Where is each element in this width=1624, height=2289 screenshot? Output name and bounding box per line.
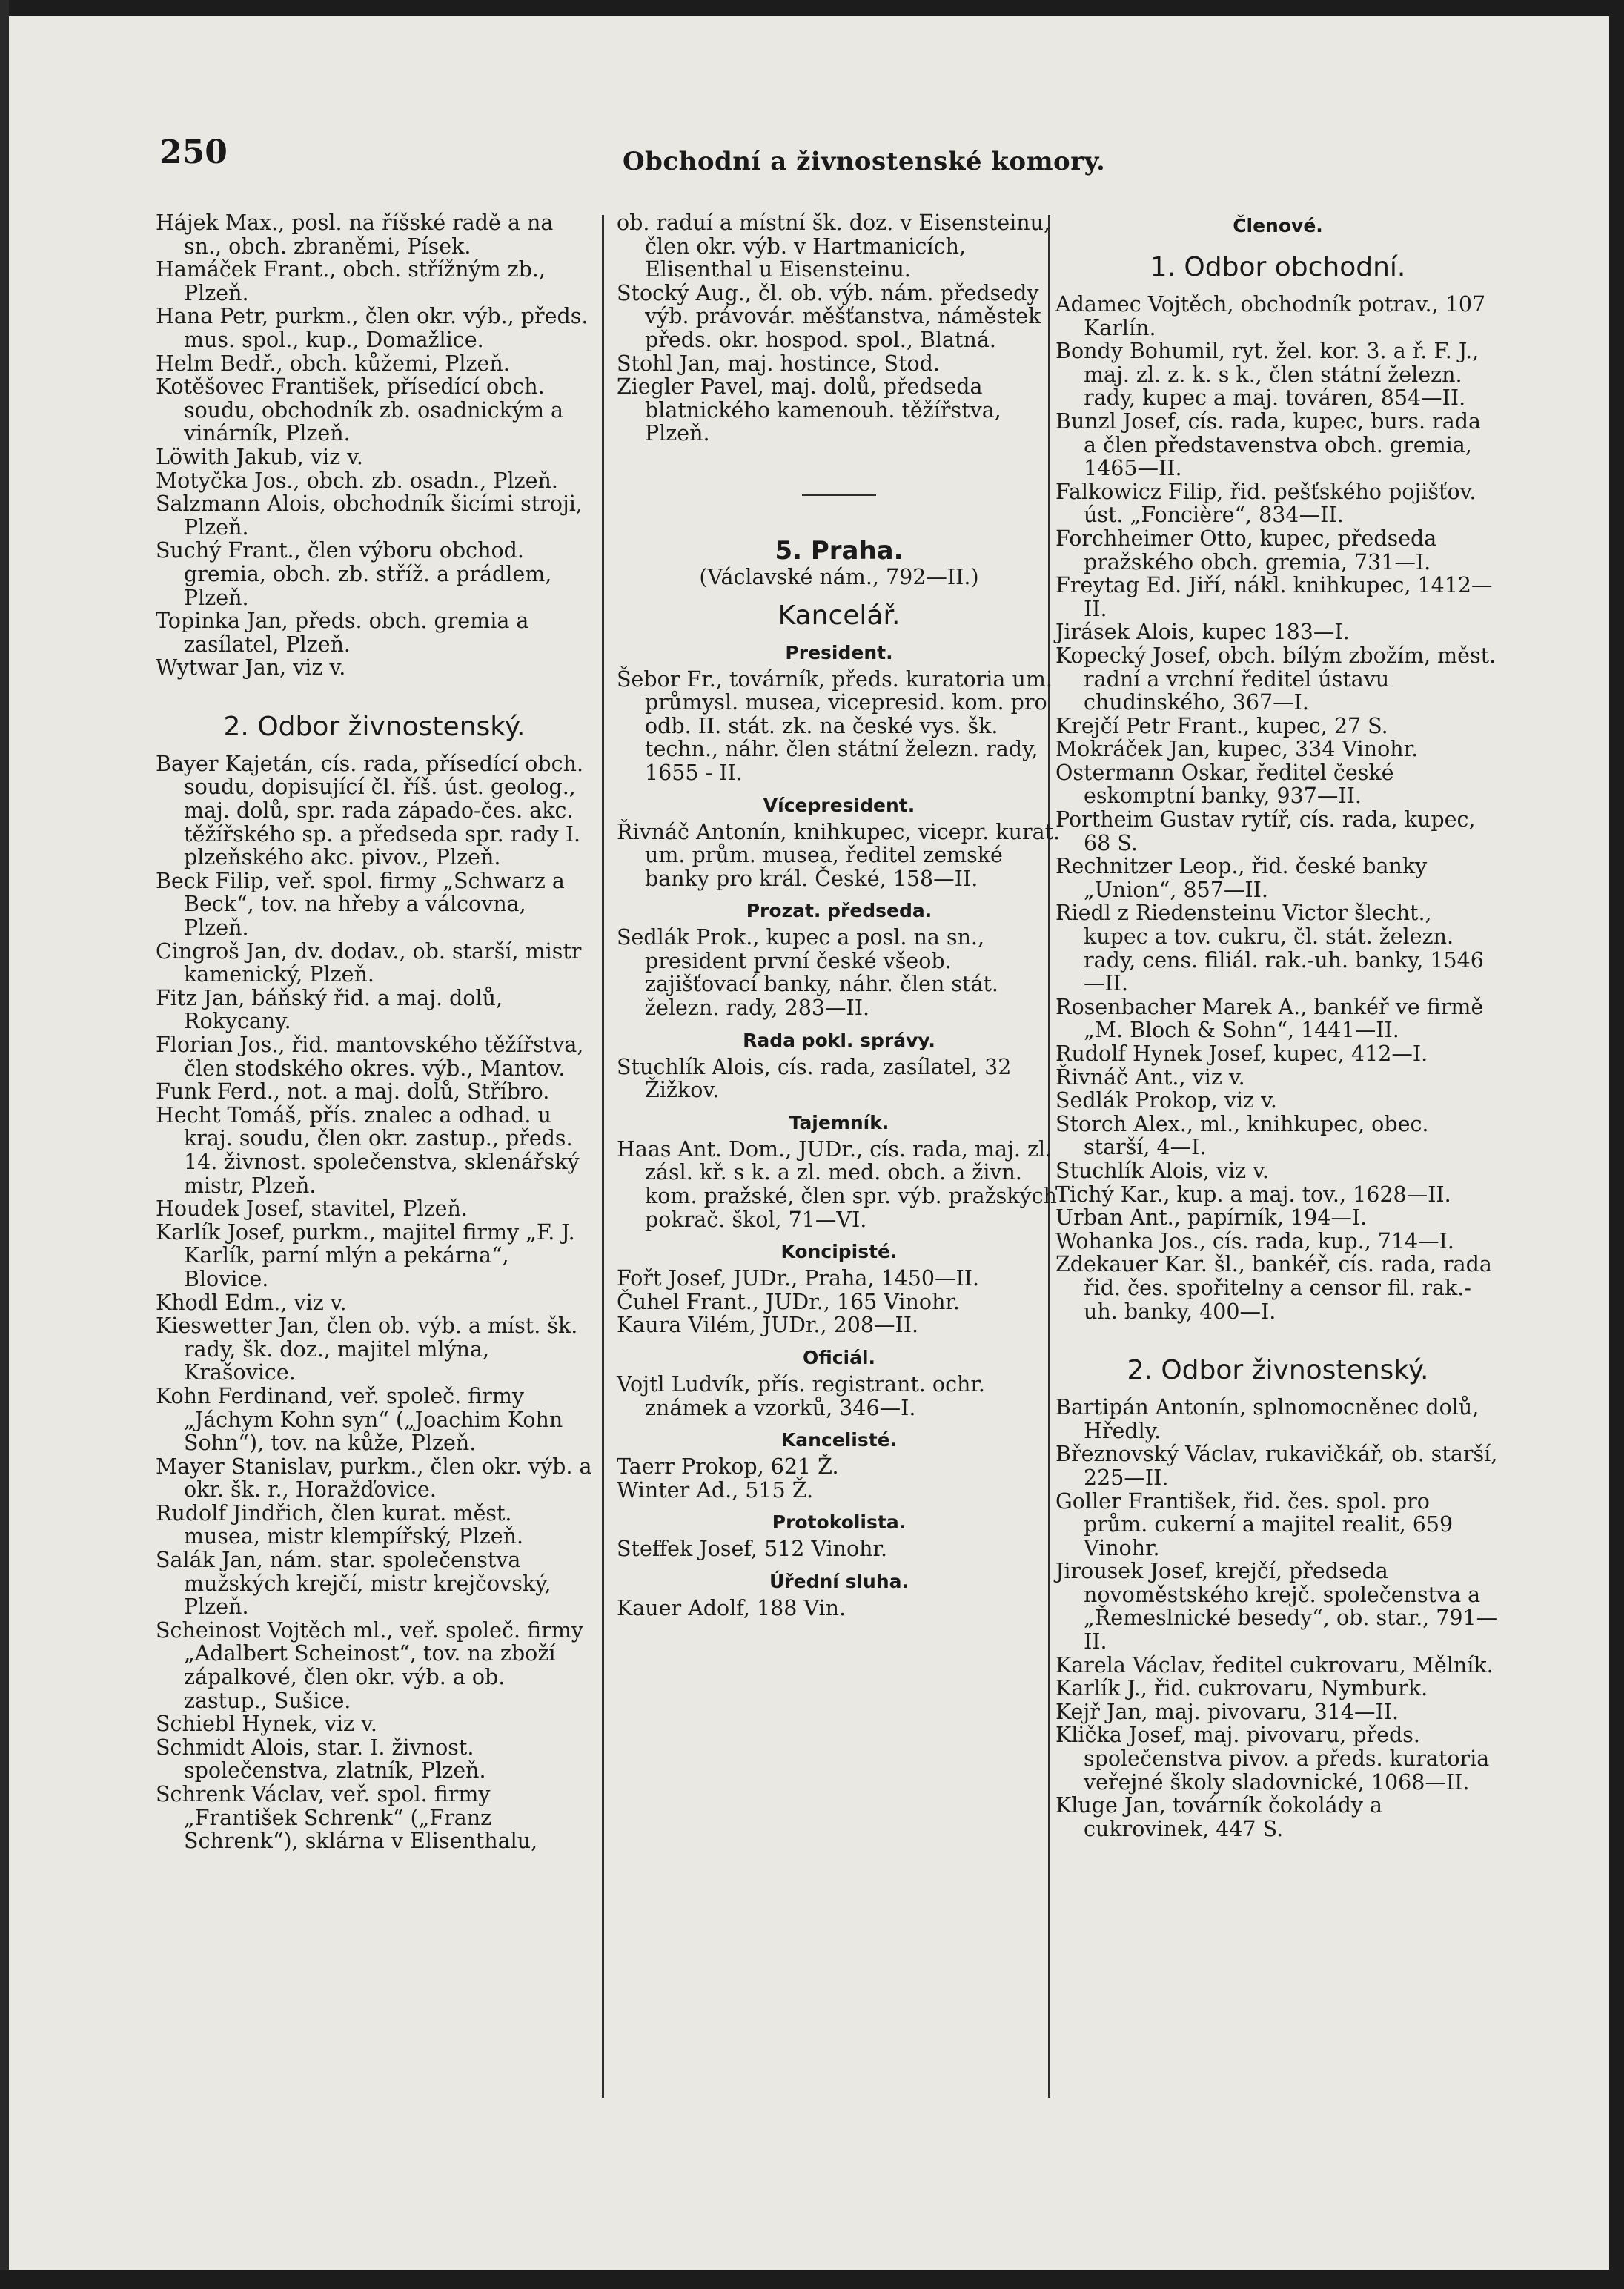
role-heading: Tajemník. bbox=[789, 1111, 889, 1133]
entry: Karlík J., řid. cukrovaru, Nymburk. bbox=[1055, 1676, 1428, 1701]
scan-border-left bbox=[0, 0, 9, 2289]
members-heading: Členové. bbox=[1233, 215, 1323, 236]
column-3 bbox=[1055, 211, 1500, 1841]
entry: Forchheimer Otto, kupec, předseda pražského obch. gremia, 731—I. bbox=[1055, 526, 1437, 574]
running-head: Obchodní a živnostenské komory. bbox=[623, 147, 1106, 176]
scan-border-right bbox=[1609, 0, 1624, 2289]
entry-list bbox=[617, 1455, 1061, 1502]
entry: Scheinost Vojtěch ml., veř. společ. firmy „Adalbert Scheinost“, tov. na zboží zápalkové, člen okr. výb. a ob. zastup., Sušice. bbox=[156, 1617, 583, 1713]
entry: Funk Ferd., not. a maj. dolů, Stříbro. bbox=[156, 1079, 550, 1104]
entry: Kauer Adolf, 188 Vin. bbox=[617, 1595, 846, 1620]
entry: Řivnáč Antonín, knihkupec, vicepr. kurat. um. prům. musea, ředitel zemské banky pro král. České, 158—II. bbox=[617, 819, 1061, 891]
entry: Wohanka Jos., cís. rada, kup., 714—I. bbox=[1055, 1228, 1454, 1253]
entry: Šebor Fr., továrník, předs. kuratoria um. průmysl. musea, vicepresid. kom. pro odb. II. stát. zk. na české vys. šk. techn., náhr. člen státní železn. rady, 1655 - II. bbox=[617, 666, 1053, 785]
entry: Řivnáč Ant., viz v. bbox=[1055, 1064, 1245, 1090]
entry: Bunzl Josef, cís. rada, kupec, burs. rada a člen představenstva obch. gremia, 1465—II. bbox=[1055, 408, 1481, 481]
page-number: 250 bbox=[159, 133, 228, 171]
entry: Winter Ad., 515 Ž. bbox=[617, 1477, 814, 1503]
divider bbox=[802, 494, 876, 496]
entry: Storch Alex., ml., knihkupec, obec. starší, 4—I. bbox=[1055, 1111, 1429, 1160]
entry: Stocký Aug., čl. ob. výb. nám. předsedy výb. právovár. měšťanstva, náměstek předs. okr. hospod. spol., Blatná. bbox=[617, 280, 1041, 352]
entry: Falkowicz Filip, řid. pešťského pojišťov. úst. „Foncière“, 834—II. bbox=[1055, 479, 1476, 528]
entry: Steffek Josef, 512 Vinohr. bbox=[617, 1537, 888, 1562]
entry: Kieswetter Jan, člen ob. výb. a míst. šk. rady, šk. doz., majitel mlýna, Krašovice. bbox=[156, 1314, 578, 1385]
entry: Vojtl Ludvík, přís. registrant. ochr. známek a vzorků, 346—I. bbox=[617, 1372, 985, 1420]
column-rule-left bbox=[602, 215, 604, 2098]
entry-list-commerce bbox=[1055, 293, 1500, 1323]
entry: Kluge Jan, továrník čokolády a cukrovinek, 447 S. bbox=[1055, 1793, 1382, 1841]
entry: Fitz Jan, báňský řid. a maj. dolů, Rokycany. bbox=[156, 985, 503, 1034]
entry: Klička Josef, maj. pivovaru, předs. společenstva pivov. a předs. kuratoria veřejné školy sladovnické, 1068—II. bbox=[1055, 1723, 1490, 1795]
entry-list bbox=[617, 1267, 1061, 1337]
entry: Hamáček Frant., obch. střížným zb., Plzeň. bbox=[156, 257, 546, 305]
entry-list-trades bbox=[1055, 1396, 1500, 1841]
entry: Stohl Jan, maj. hostince, Stod. bbox=[617, 351, 940, 376]
entry: Suchý Frant., člen výboru obchod. gremia, obch. zb. stříž. a prádlem, Plzeň. bbox=[156, 538, 552, 610]
column-1 bbox=[156, 211, 593, 1853]
entry: Beck Filip, veř. spol. firmy „Schwarz a Beck“, tov. na hřeby a válcovna, Plzeň. bbox=[156, 868, 565, 941]
entry: Taerr Prokop, 621 Ž. bbox=[617, 1454, 839, 1480]
entry: Stuchlík Alois, viz v. bbox=[1055, 1158, 1269, 1183]
role-heading: President. bbox=[785, 641, 893, 663]
scan-border-bottom bbox=[0, 2270, 1624, 2289]
entry: Sedlák Prokop, viz v. bbox=[1055, 1088, 1277, 1113]
entry: Bondy Bohumil, ryt. žel. kor. 3. a ř. F. J., maj. zl. z. k. s k., člen státní železn. rady, kupec a maj. továren, 854—II. bbox=[1055, 339, 1479, 411]
entry: Goller František, řid. čes. spol. pro prům. cukerní a majitel realit, 659 Vinohr. bbox=[1055, 1488, 1454, 1560]
entry: Motyčka Jos., obch. zb. osadn., Plzeň. bbox=[156, 468, 558, 493]
entry: Kejř Jan, maj. pivovaru, 314—II. bbox=[1055, 1699, 1399, 1724]
entry: Urban Ant., papírník, 194—I. bbox=[1055, 1205, 1368, 1230]
entry: Florian Jos., řid. mantovského těžířstva, člen stodského okres. výb., Mantov. bbox=[156, 1033, 584, 1081]
entry: Schrenk Václav, veř. spol. firmy „František Schrenk“ („Franz Schrenk“), sklárna v Elisenthalu, bbox=[156, 1782, 538, 1854]
entry: Mokráček Jan, kupec, 334 Vinohr. bbox=[1055, 737, 1419, 762]
role-heading: Rada pokl. správy. bbox=[743, 1029, 935, 1051]
entry: ob. raduí a místní šk. doz. v Eisensteinu, člen okr. výb. v Hartmanicích, Elisenthal u Eisensteinu. bbox=[617, 211, 1051, 282]
entry: Zdekauer Kar. šl., bankéř, cís. rada, rada řid. čes. spořitelny a censor fil. rak.-uh. banky, 400—I. bbox=[1055, 1252, 1492, 1324]
entry: Kopecký Josef, obch. bílým zbožím, měst. radní a vrchní ředitel ústavu chudinského, 367—I. bbox=[1055, 643, 1497, 715]
role-heading: Koncipisté. bbox=[780, 1241, 898, 1263]
entry: Rosenbacher Marek A., bankéř ve firmě „M. Bloch & Sohn“, 1441—II. bbox=[1055, 994, 1484, 1043]
entry: Löwith Jakub, viz v. bbox=[156, 444, 363, 469]
role-heading: Protokolista. bbox=[772, 1511, 907, 1534]
entry: Hájek Max., posl. na říšské radě a na sn., obch. zbraněmi, Písek. bbox=[156, 211, 554, 259]
entry: Kotěšovec František, přísedící obch. soudu, obchodník zb. osadnickým a vinárník, Plzeň. bbox=[156, 374, 564, 446]
entry: Fořt Josef, JUDr., Praha, 1450—II. bbox=[617, 1266, 980, 1291]
entry: Wytwar Jan, viz v. bbox=[156, 655, 346, 680]
entry: Karela Václav, ředitel cukrovaru, Mělník. bbox=[1055, 1652, 1494, 1677]
entry: Salák Jan, nám. star. společenstva mužských krejčí, mistr krejčovský, Plzeň. bbox=[156, 1548, 551, 1620]
entry: Helm Bedř., obch. kůžemi, Plzeň. bbox=[156, 351, 510, 376]
entry: Krejčí Petr Frant., kupec, 27 S. bbox=[1055, 713, 1388, 738]
entry: Březnovský Václav, rukavičkář, ob. starší, 225—II. bbox=[1055, 1442, 1498, 1490]
entry: Rechnitzer Leop., řid. české banky „Union“, 857—II. bbox=[1055, 854, 1428, 902]
entry: Salzmann Alois, obchodník šicími stroji, Plzeň. bbox=[156, 491, 583, 540]
entry: Jirásek Alois, kupec 183—I. bbox=[1055, 620, 1350, 645]
entry: Hecht Tomáš, přís. znalec a odhad. u kraj. soudu, člen okr. zastup., předs. 14. živnost. společenstva, sklenářský mistr, Plzeň. bbox=[156, 1102, 580, 1198]
entry: Houdek Josef, stavitel, Plzeň. bbox=[156, 1196, 468, 1222]
entry: Riedl z Riedensteinu Victor šlecht., kupec a tov. cukru, čl. stát. železn. rady, cens. filiál. rak.-uh. banky, 1546—II. bbox=[1055, 901, 1484, 996]
entry: Haas Ant. Dom., JUDr., cís. rada, maj. zl. zásl. kř. s k. a zl. med. obch. a živn. kom. pražské, člen spr. výb. pražských pokrač. škol, 71—VI. bbox=[617, 1136, 1057, 1232]
city-address: (Václavské nám., 792—II.) bbox=[699, 564, 979, 589]
entry: Ostermann Oskar, ředitel české eskomptní banky, 937—II. bbox=[1055, 760, 1394, 809]
entry: Sedlák Prok., kupec a posl. na sn., president první české všeob. zajišťovací banky, náhr. člen stát. železn. rady, 283—II. bbox=[617, 925, 998, 1021]
role-heading: Kancelisté. bbox=[780, 1429, 898, 1451]
entry: Bayer Kajetán, cís. rada, přísedící obch. soudu, dopisující čl. říš. úst. geolog., maj. dolů, spr. rada západo-čes. akc. těžířského sp. a předseda spr. rady I. plzeňského akc. pivov., Plzeň. bbox=[156, 751, 584, 870]
entry-list-continued bbox=[156, 211, 593, 680]
section-title: 2. Odbor živnostenský. bbox=[1127, 1355, 1429, 1386]
entry: Ziegler Pavel, maj. dolů, předseda blatnického kamenouh. těžířstva, Plzeň. bbox=[617, 374, 1001, 446]
column-2 bbox=[617, 211, 1061, 1620]
section-title: 1. Odbor obchodní. bbox=[1150, 252, 1406, 282]
entry: Schiebl Hynek, viz v. bbox=[156, 1712, 377, 1737]
entry: Jirousek Josef, krejčí, předseda novoměstského krejč. společenstva a „Řemeslnické besedy“, ob. star., 791—II. bbox=[1055, 1559, 1498, 1654]
entry: Hana Petr, purkm., člen okr. výb., předs. mus. spol., kup., Domažlice. bbox=[156, 304, 589, 352]
entry: Tichý Kar., kup. a maj. tov., 1628—II. bbox=[1055, 1182, 1451, 1207]
entry: Portheim Gustav rytíř, cís. rada, kupec, 68 S. bbox=[1055, 807, 1476, 855]
role-heading: Úřední sluha. bbox=[769, 1570, 909, 1592]
entry: Cingroš Jan, dv. dodav., ob. starší, mistr kamenický, Plzeň. bbox=[156, 938, 582, 987]
entry: Rudolf Hynek Josef, kupec, 412—I. bbox=[1055, 1041, 1428, 1066]
entry: Stuchlík Alois, cís. rada, zasílatel, 32 Žižkov. bbox=[617, 1054, 1012, 1103]
entry: Bartipán Antonín, splnomocněnec dolů, Hředly. bbox=[1055, 1395, 1479, 1443]
entry: Mayer Stanislav, purkm., člen okr. výb. a okr. šk. r., Horažďovice. bbox=[156, 1454, 592, 1503]
entry: Khodl Edm., viz v. bbox=[156, 1290, 347, 1315]
entry: Čuhel Frant., JUDr., 165 Vinohr. bbox=[617, 1289, 960, 1314]
entry: Freytag Ed. Jiří, nákl. knihkupec, 1412—II. bbox=[1055, 573, 1493, 621]
entry-list-trades bbox=[156, 752, 593, 1853]
section-title: 2. Odbor živnostenský. bbox=[223, 711, 526, 742]
entry: Kohn Ferdinand, veř. společ. firmy „Jáchym Kohn syn“ („Joachim Kohn Sohn“), tov. na kůže, Plzeň. bbox=[156, 1383, 563, 1456]
city-title: 5. Praha. bbox=[775, 535, 904, 566]
entry: Schmidt Alois, star. I. živnost. společenstva, zlatník, Plzeň. bbox=[156, 1735, 486, 1783]
entry: Karlík Josef, purkm., majitel firmy „F. J. Karlík, parní mlýn a pekárna“, Blovice. bbox=[156, 1219, 575, 1291]
entry-list-continued bbox=[617, 211, 1061, 445]
office-title: Kancelář. bbox=[778, 600, 901, 631]
role-heading: Prozat. předseda. bbox=[746, 900, 932, 922]
entry: Adamec Vojtěch, obchodník potrav., 107 Karlín. bbox=[1055, 292, 1486, 340]
role-heading: Vícepresident. bbox=[763, 794, 915, 816]
role-heading: Oficiál. bbox=[802, 1347, 876, 1368]
scan-border-top bbox=[0, 0, 1624, 16]
entry: Kaura Vilém, JUDr., 208—II. bbox=[617, 1313, 919, 1338]
entry: Rudolf Jindřich, člen kurat. měst. musea, mistr klempířský, Plzeň. bbox=[156, 1500, 524, 1549]
entry: Topinka Jan, předs. obch. gremia a zasílatel, Plzeň. bbox=[156, 609, 529, 657]
